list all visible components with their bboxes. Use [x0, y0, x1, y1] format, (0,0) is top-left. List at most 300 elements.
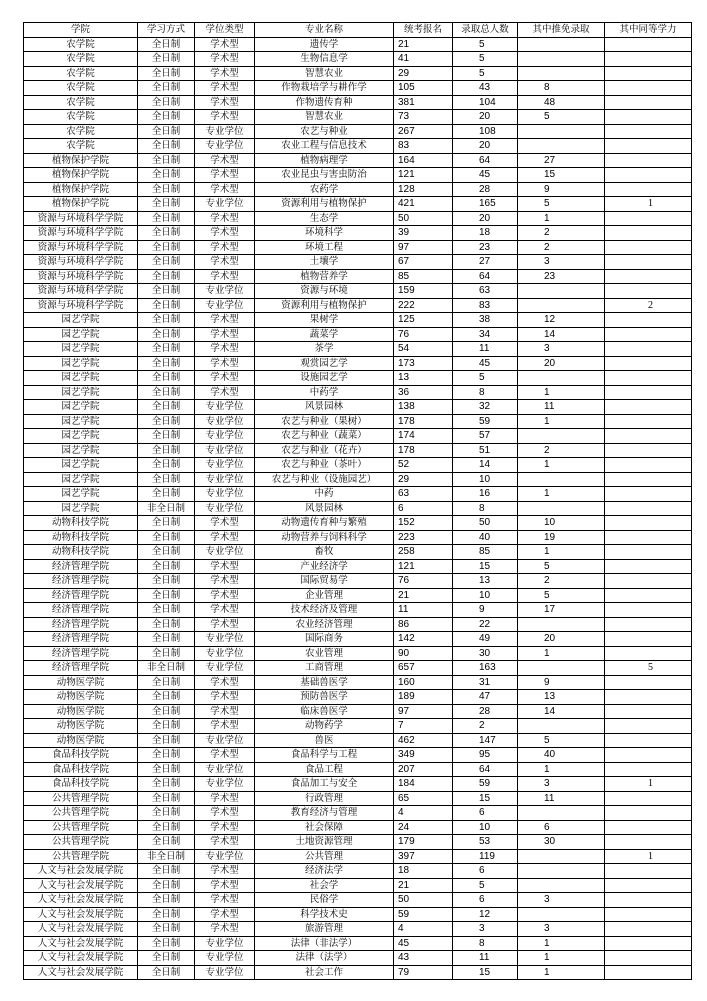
cell-total-admitted: 18 — [453, 226, 518, 241]
cell-college: 农学院 — [24, 95, 138, 110]
cell-recommended-admitted: 12 — [518, 313, 605, 328]
cell-recommended-admitted: 5 — [518, 197, 605, 212]
cell-equivalent-admitted — [605, 501, 692, 516]
cell-degree-type: 专业学位 — [195, 298, 255, 313]
cell-equivalent-admitted — [605, 893, 692, 908]
cell-exam-applicants: 50 — [394, 211, 453, 226]
cell-major-name: 社会工作 — [255, 965, 394, 980]
cell-study-mode: 全日制 — [138, 124, 195, 139]
table-row — [24, 182, 692, 197]
cell-degree-type: 专业学位 — [195, 646, 255, 661]
cell-college: 人文与社会发展学院 — [24, 907, 138, 922]
table-row — [24, 255, 692, 270]
cell-major-name: 设施园艺学 — [255, 371, 394, 386]
cell-total-admitted: 8 — [453, 936, 518, 951]
table-row — [24, 211, 692, 226]
cell-total-admitted: 51 — [453, 443, 518, 458]
cell-degree-type: 专业学位 — [195, 487, 255, 502]
cell-college: 园艺学院 — [24, 414, 138, 429]
cell-recommended-admitted: 10 — [518, 516, 605, 531]
cell-equivalent-admitted — [605, 255, 692, 270]
cell-total-admitted: 15 — [453, 965, 518, 980]
cell-major-name: 技术经济及管理 — [255, 603, 394, 618]
cell-recommended-admitted: 3 — [518, 342, 605, 357]
cell-equivalent-admitted — [605, 472, 692, 487]
cell-major-name: 作物栽培学与耕作学 — [255, 81, 394, 96]
cell-recommended-admitted: 1 — [518, 646, 605, 661]
cell-total-admitted: 45 — [453, 168, 518, 183]
table-row — [24, 240, 692, 255]
cell-college: 资源与环境科学学院 — [24, 226, 138, 241]
table-row — [24, 226, 692, 241]
cell-recommended-admitted — [518, 806, 605, 821]
cell-exam-applicants: 76 — [394, 327, 453, 342]
cell-exam-applicants: 138 — [394, 400, 453, 415]
cell-total-admitted: 23 — [453, 240, 518, 255]
cell-exam-applicants: 36 — [394, 385, 453, 400]
table-row — [24, 139, 692, 154]
cell-major-name: 资源利用与植物保护 — [255, 298, 394, 313]
cell-college: 经济管理学院 — [24, 574, 138, 589]
cell-degree-type: 学术型 — [195, 327, 255, 342]
cell-college: 动物医学院 — [24, 675, 138, 690]
cell-study-mode: 全日制 — [138, 400, 195, 415]
cell-total-admitted: 22 — [453, 617, 518, 632]
cell-exam-applicants: 21 — [394, 878, 453, 893]
cell-college: 园艺学院 — [24, 313, 138, 328]
cell-degree-type: 学术型 — [195, 110, 255, 125]
cell-equivalent-admitted — [605, 545, 692, 560]
table-row — [24, 472, 692, 487]
cell-study-mode: 全日制 — [138, 385, 195, 400]
cell-degree-type: 学术型 — [195, 66, 255, 81]
cell-degree-type: 专业学位 — [195, 632, 255, 647]
cell-recommended-admitted: 3 — [518, 255, 605, 270]
cell-major-name: 国际贸易学 — [255, 574, 394, 589]
cell-study-mode: 全日制 — [138, 327, 195, 342]
cell-study-mode: 全日制 — [138, 965, 195, 980]
cell-total-admitted: 30 — [453, 646, 518, 661]
table-row — [24, 806, 692, 821]
cell-exam-applicants: 267 — [394, 124, 453, 139]
table-row — [24, 719, 692, 734]
table-row — [24, 791, 692, 806]
cell-college: 经济管理学院 — [24, 661, 138, 676]
table-row — [24, 168, 692, 183]
cell-study-mode: 全日制 — [138, 748, 195, 763]
cell-study-mode: 全日制 — [138, 820, 195, 835]
cell-study-mode: 全日制 — [138, 153, 195, 168]
cell-total-admitted: 10 — [453, 588, 518, 603]
cell-exam-applicants: 97 — [394, 240, 453, 255]
cell-total-admitted: 15 — [453, 791, 518, 806]
cell-equivalent-admitted: 1 — [605, 849, 692, 864]
cell-recommended-admitted: 20 — [518, 356, 605, 371]
cell-recommended-admitted — [518, 907, 605, 922]
cell-study-mode: 全日制 — [138, 458, 195, 473]
cell-equivalent-admitted — [605, 240, 692, 255]
cell-exam-applicants: 43 — [394, 951, 453, 966]
header-college: 学院 — [24, 23, 138, 38]
cell-recommended-admitted — [518, 66, 605, 81]
cell-college: 资源与环境科学学院 — [24, 298, 138, 313]
cell-degree-type: 学术型 — [195, 52, 255, 67]
cell-exam-applicants: 45 — [394, 936, 453, 951]
cell-recommended-admitted: 8 — [518, 81, 605, 96]
cell-college: 园艺学院 — [24, 400, 138, 415]
cell-major-name: 社会学 — [255, 878, 394, 893]
cell-total-admitted: 5 — [453, 878, 518, 893]
table-row — [24, 733, 692, 748]
cell-exam-applicants: 397 — [394, 849, 453, 864]
table-row — [24, 458, 692, 473]
table-row — [24, 124, 692, 139]
cell-degree-type: 学术型 — [195, 95, 255, 110]
cell-study-mode: 全日制 — [138, 951, 195, 966]
cell-college: 动物科技学院 — [24, 545, 138, 560]
cell-recommended-admitted: 15 — [518, 168, 605, 183]
cell-equivalent-admitted — [605, 617, 692, 632]
cell-recommended-admitted: 5 — [518, 588, 605, 603]
cell-study-mode: 全日制 — [138, 487, 195, 502]
table-row — [24, 748, 692, 763]
cell-degree-type: 学术型 — [195, 37, 255, 52]
cell-degree-type: 专业学位 — [195, 501, 255, 516]
cell-study-mode: 全日制 — [138, 66, 195, 81]
cell-equivalent-admitted — [605, 66, 692, 81]
cell-college: 农学院 — [24, 52, 138, 67]
cell-degree-type: 专业学位 — [195, 965, 255, 980]
cell-exam-applicants: 179 — [394, 835, 453, 850]
cell-recommended-admitted: 1 — [518, 211, 605, 226]
cell-recommended-admitted: 5 — [518, 110, 605, 125]
cell-degree-type: 学术型 — [195, 356, 255, 371]
cell-college: 资源与环境科学学院 — [24, 284, 138, 299]
cell-college: 经济管理学院 — [24, 588, 138, 603]
table-row — [24, 385, 692, 400]
cell-degree-type: 专业学位 — [195, 951, 255, 966]
cell-recommended-admitted: 2 — [518, 574, 605, 589]
cell-total-admitted: 20 — [453, 139, 518, 154]
cell-college: 动物医学院 — [24, 704, 138, 719]
cell-study-mode: 全日制 — [138, 922, 195, 937]
cell-total-admitted: 8 — [453, 501, 518, 516]
table-row — [24, 429, 692, 444]
table-row — [24, 603, 692, 618]
cell-equivalent-admitted — [605, 530, 692, 545]
cell-college: 经济管理学院 — [24, 617, 138, 632]
cell-equivalent-admitted — [605, 646, 692, 661]
cell-equivalent-admitted — [605, 835, 692, 850]
cell-equivalent-admitted — [605, 878, 692, 893]
cell-college: 人文与社会发展学院 — [24, 864, 138, 879]
cell-major-name: 生态学 — [255, 211, 394, 226]
cell-equivalent-admitted — [605, 922, 692, 937]
cell-degree-type: 学术型 — [195, 690, 255, 705]
cell-degree-type: 学术型 — [195, 820, 255, 835]
cell-recommended-admitted — [518, 371, 605, 386]
cell-recommended-admitted — [518, 617, 605, 632]
cell-equivalent-admitted — [605, 371, 692, 386]
cell-college: 园艺学院 — [24, 371, 138, 386]
cell-college: 人文与社会发展学院 — [24, 951, 138, 966]
cell-total-admitted: 3 — [453, 922, 518, 937]
cell-study-mode: 全日制 — [138, 864, 195, 879]
table-row — [24, 864, 692, 879]
cell-college: 资源与环境科学学院 — [24, 240, 138, 255]
cell-recommended-admitted: 14 — [518, 704, 605, 719]
cell-exam-applicants: 105 — [394, 81, 453, 96]
cell-major-name: 农业经济管理 — [255, 617, 394, 632]
cell-total-admitted: 63 — [453, 284, 518, 299]
table-row — [24, 893, 692, 908]
cell-study-mode: 全日制 — [138, 95, 195, 110]
cell-recommended-admitted: 9 — [518, 182, 605, 197]
cell-exam-applicants: 90 — [394, 646, 453, 661]
cell-college: 公共管理学院 — [24, 791, 138, 806]
table-row — [24, 545, 692, 560]
cell-equivalent-admitted — [605, 603, 692, 618]
cell-total-admitted: 5 — [453, 66, 518, 81]
cell-college: 园艺学院 — [24, 501, 138, 516]
table-row — [24, 37, 692, 52]
table-row — [24, 907, 692, 922]
cell-study-mode: 全日制 — [138, 429, 195, 444]
cell-major-name: 智慧农业 — [255, 66, 394, 81]
cell-college: 园艺学院 — [24, 385, 138, 400]
cell-college: 资源与环境科学学院 — [24, 211, 138, 226]
cell-major-name: 作物遗传育种 — [255, 95, 394, 110]
cell-study-mode: 全日制 — [138, 414, 195, 429]
cell-study-mode: 全日制 — [138, 139, 195, 154]
cell-recommended-admitted: 3 — [518, 893, 605, 908]
cell-degree-type: 专业学位 — [195, 777, 255, 792]
table-row — [24, 153, 692, 168]
cell-degree-type: 学术型 — [195, 255, 255, 270]
cell-major-name: 遗传学 — [255, 37, 394, 52]
cell-study-mode: 全日制 — [138, 646, 195, 661]
cell-major-name: 风景园林 — [255, 400, 394, 415]
cell-major-name: 农药学 — [255, 182, 394, 197]
cell-college: 资源与环境科学学院 — [24, 269, 138, 284]
table-row — [24, 95, 692, 110]
cell-equivalent-admitted — [605, 429, 692, 444]
cell-study-mode: 全日制 — [138, 603, 195, 618]
cell-major-name: 农艺与种业（茶叶） — [255, 458, 394, 473]
cell-total-admitted: 38 — [453, 313, 518, 328]
cell-major-name: 法律（法学） — [255, 951, 394, 966]
cell-degree-type: 专业学位 — [195, 849, 255, 864]
cell-study-mode: 全日制 — [138, 777, 195, 792]
cell-exam-applicants: 121 — [394, 559, 453, 574]
cell-exam-applicants: 52 — [394, 458, 453, 473]
cell-total-admitted: 85 — [453, 545, 518, 560]
cell-exam-applicants: 24 — [394, 820, 453, 835]
cell-college: 人文与社会发展学院 — [24, 936, 138, 951]
cell-recommended-admitted: 1 — [518, 414, 605, 429]
cell-study-mode: 全日制 — [138, 574, 195, 589]
table-row — [24, 777, 692, 792]
cell-exam-applicants: 121 — [394, 168, 453, 183]
cell-degree-type: 学术型 — [195, 385, 255, 400]
cell-exam-applicants: 4 — [394, 922, 453, 937]
cell-major-name: 果树学 — [255, 313, 394, 328]
cell-study-mode: 非全日制 — [138, 501, 195, 516]
cell-college: 动物医学院 — [24, 733, 138, 748]
cell-exam-applicants: 65 — [394, 791, 453, 806]
cell-exam-applicants: 128 — [394, 182, 453, 197]
table-row — [24, 342, 692, 357]
cell-equivalent-admitted — [605, 965, 692, 980]
cell-exam-applicants: 152 — [394, 516, 453, 531]
cell-exam-applicants: 159 — [394, 284, 453, 299]
cell-recommended-admitted: 1 — [518, 385, 605, 400]
cell-major-name: 教育经济与管理 — [255, 806, 394, 821]
cell-degree-type: 学术型 — [195, 864, 255, 879]
table-row — [24, 298, 692, 313]
cell-exam-applicants: 349 — [394, 748, 453, 763]
cell-total-admitted: 8 — [453, 385, 518, 400]
table-row — [24, 110, 692, 125]
cell-degree-type: 学术型 — [195, 704, 255, 719]
cell-degree-type: 学术型 — [195, 516, 255, 531]
cell-college: 经济管理学院 — [24, 632, 138, 647]
cell-equivalent-admitted — [605, 632, 692, 647]
table-row — [24, 951, 692, 966]
cell-degree-type: 学术型 — [195, 371, 255, 386]
cell-exam-applicants: 11 — [394, 603, 453, 618]
cell-study-mode: 全日制 — [138, 588, 195, 603]
cell-exam-applicants: 6 — [394, 501, 453, 516]
cell-total-admitted: 83 — [453, 298, 518, 313]
cell-exam-applicants: 207 — [394, 762, 453, 777]
cell-total-admitted: 12 — [453, 907, 518, 922]
cell-equivalent-admitted — [605, 226, 692, 241]
cell-exam-applicants: 178 — [394, 414, 453, 429]
cell-exam-applicants: 189 — [394, 690, 453, 705]
cell-equivalent-admitted — [605, 385, 692, 400]
cell-exam-applicants: 222 — [394, 298, 453, 313]
cell-degree-type: 学术型 — [195, 878, 255, 893]
cell-equivalent-admitted — [605, 762, 692, 777]
cell-college: 公共管理学院 — [24, 820, 138, 835]
cell-study-mode: 全日制 — [138, 182, 195, 197]
table-row — [24, 559, 692, 574]
cell-recommended-admitted: 2 — [518, 226, 605, 241]
cell-study-mode: 非全日制 — [138, 661, 195, 676]
cell-major-name: 农艺与种业（蔬菜） — [255, 429, 394, 444]
cell-degree-type: 学术型 — [195, 588, 255, 603]
cell-equivalent-admitted — [605, 733, 692, 748]
cell-degree-type: 学术型 — [195, 168, 255, 183]
cell-college: 动物科技学院 — [24, 530, 138, 545]
cell-college: 园艺学院 — [24, 327, 138, 342]
cell-college: 园艺学院 — [24, 429, 138, 444]
cell-exam-applicants: 54 — [394, 342, 453, 357]
cell-exam-applicants: 421 — [394, 197, 453, 212]
cell-equivalent-admitted — [605, 414, 692, 429]
cell-recommended-admitted: 9 — [518, 675, 605, 690]
cell-equivalent-admitted — [605, 588, 692, 603]
cell-equivalent-admitted — [605, 458, 692, 473]
cell-equivalent-admitted — [605, 487, 692, 502]
cell-total-admitted: 2 — [453, 719, 518, 734]
cell-major-name: 观赏园艺学 — [255, 356, 394, 371]
cell-major-name: 行政管理 — [255, 791, 394, 806]
cell-degree-type: 学术型 — [195, 182, 255, 197]
cell-equivalent-admitted — [605, 327, 692, 342]
cell-exam-applicants: 79 — [394, 965, 453, 980]
cell-degree-type: 学术型 — [195, 617, 255, 632]
cell-exam-applicants: 41 — [394, 52, 453, 67]
table-row — [24, 820, 692, 835]
cell-degree-type: 学术型 — [195, 835, 255, 850]
cell-degree-type: 学术型 — [195, 922, 255, 937]
cell-total-admitted: 27 — [453, 255, 518, 270]
cell-total-admitted: 31 — [453, 675, 518, 690]
cell-total-admitted: 59 — [453, 414, 518, 429]
cell-recommended-admitted: 3 — [518, 922, 605, 937]
header-recommended-admitted: 其中推免录取 — [518, 23, 605, 38]
table-row — [24, 632, 692, 647]
cell-exam-applicants: 13 — [394, 371, 453, 386]
cell-study-mode: 全日制 — [138, 472, 195, 487]
cell-recommended-admitted — [518, 52, 605, 67]
cell-college: 食品科技学院 — [24, 777, 138, 792]
cell-recommended-admitted — [518, 298, 605, 313]
cell-recommended-admitted — [518, 139, 605, 154]
cell-major-name: 工商管理 — [255, 661, 394, 676]
cell-exam-applicants: 173 — [394, 356, 453, 371]
table-row — [24, 371, 692, 386]
cell-degree-type: 学术型 — [195, 240, 255, 255]
table-row — [24, 965, 692, 980]
cell-college: 人文与社会发展学院 — [24, 922, 138, 937]
cell-exam-applicants: 21 — [394, 588, 453, 603]
cell-equivalent-admitted: 2 — [605, 298, 692, 313]
cell-major-name: 土地资源管理 — [255, 835, 394, 850]
table-row — [24, 487, 692, 502]
cell-exam-applicants: 59 — [394, 907, 453, 922]
cell-equivalent-admitted — [605, 443, 692, 458]
cell-equivalent-admitted — [605, 559, 692, 574]
cell-equivalent-admitted — [605, 516, 692, 531]
cell-equivalent-admitted — [605, 951, 692, 966]
cell-major-name: 产业经济学 — [255, 559, 394, 574]
cell-major-name: 农艺与种业 — [255, 124, 394, 139]
cell-exam-applicants: 18 — [394, 864, 453, 879]
cell-major-name: 法律（非法学） — [255, 936, 394, 951]
cell-equivalent-admitted — [605, 139, 692, 154]
cell-degree-type: 专业学位 — [195, 139, 255, 154]
cell-exam-applicants: 21 — [394, 37, 453, 52]
table-row — [24, 936, 692, 951]
cell-study-mode: 全日制 — [138, 284, 195, 299]
cell-major-name: 土壤学 — [255, 255, 394, 270]
cell-college: 公共管理学院 — [24, 849, 138, 864]
cell-equivalent-admitted: 1 — [605, 197, 692, 212]
cell-major-name: 食品加工与安全 — [255, 777, 394, 792]
cell-college: 园艺学院 — [24, 356, 138, 371]
cell-total-admitted: 47 — [453, 690, 518, 705]
cell-study-mode: 全日制 — [138, 240, 195, 255]
cell-study-mode: 全日制 — [138, 878, 195, 893]
cell-equivalent-admitted — [605, 342, 692, 357]
cell-total-admitted: 43 — [453, 81, 518, 96]
cell-major-name: 旅游管理 — [255, 922, 394, 937]
cell-degree-type: 专业学位 — [195, 661, 255, 676]
cell-total-admitted: 49 — [453, 632, 518, 647]
